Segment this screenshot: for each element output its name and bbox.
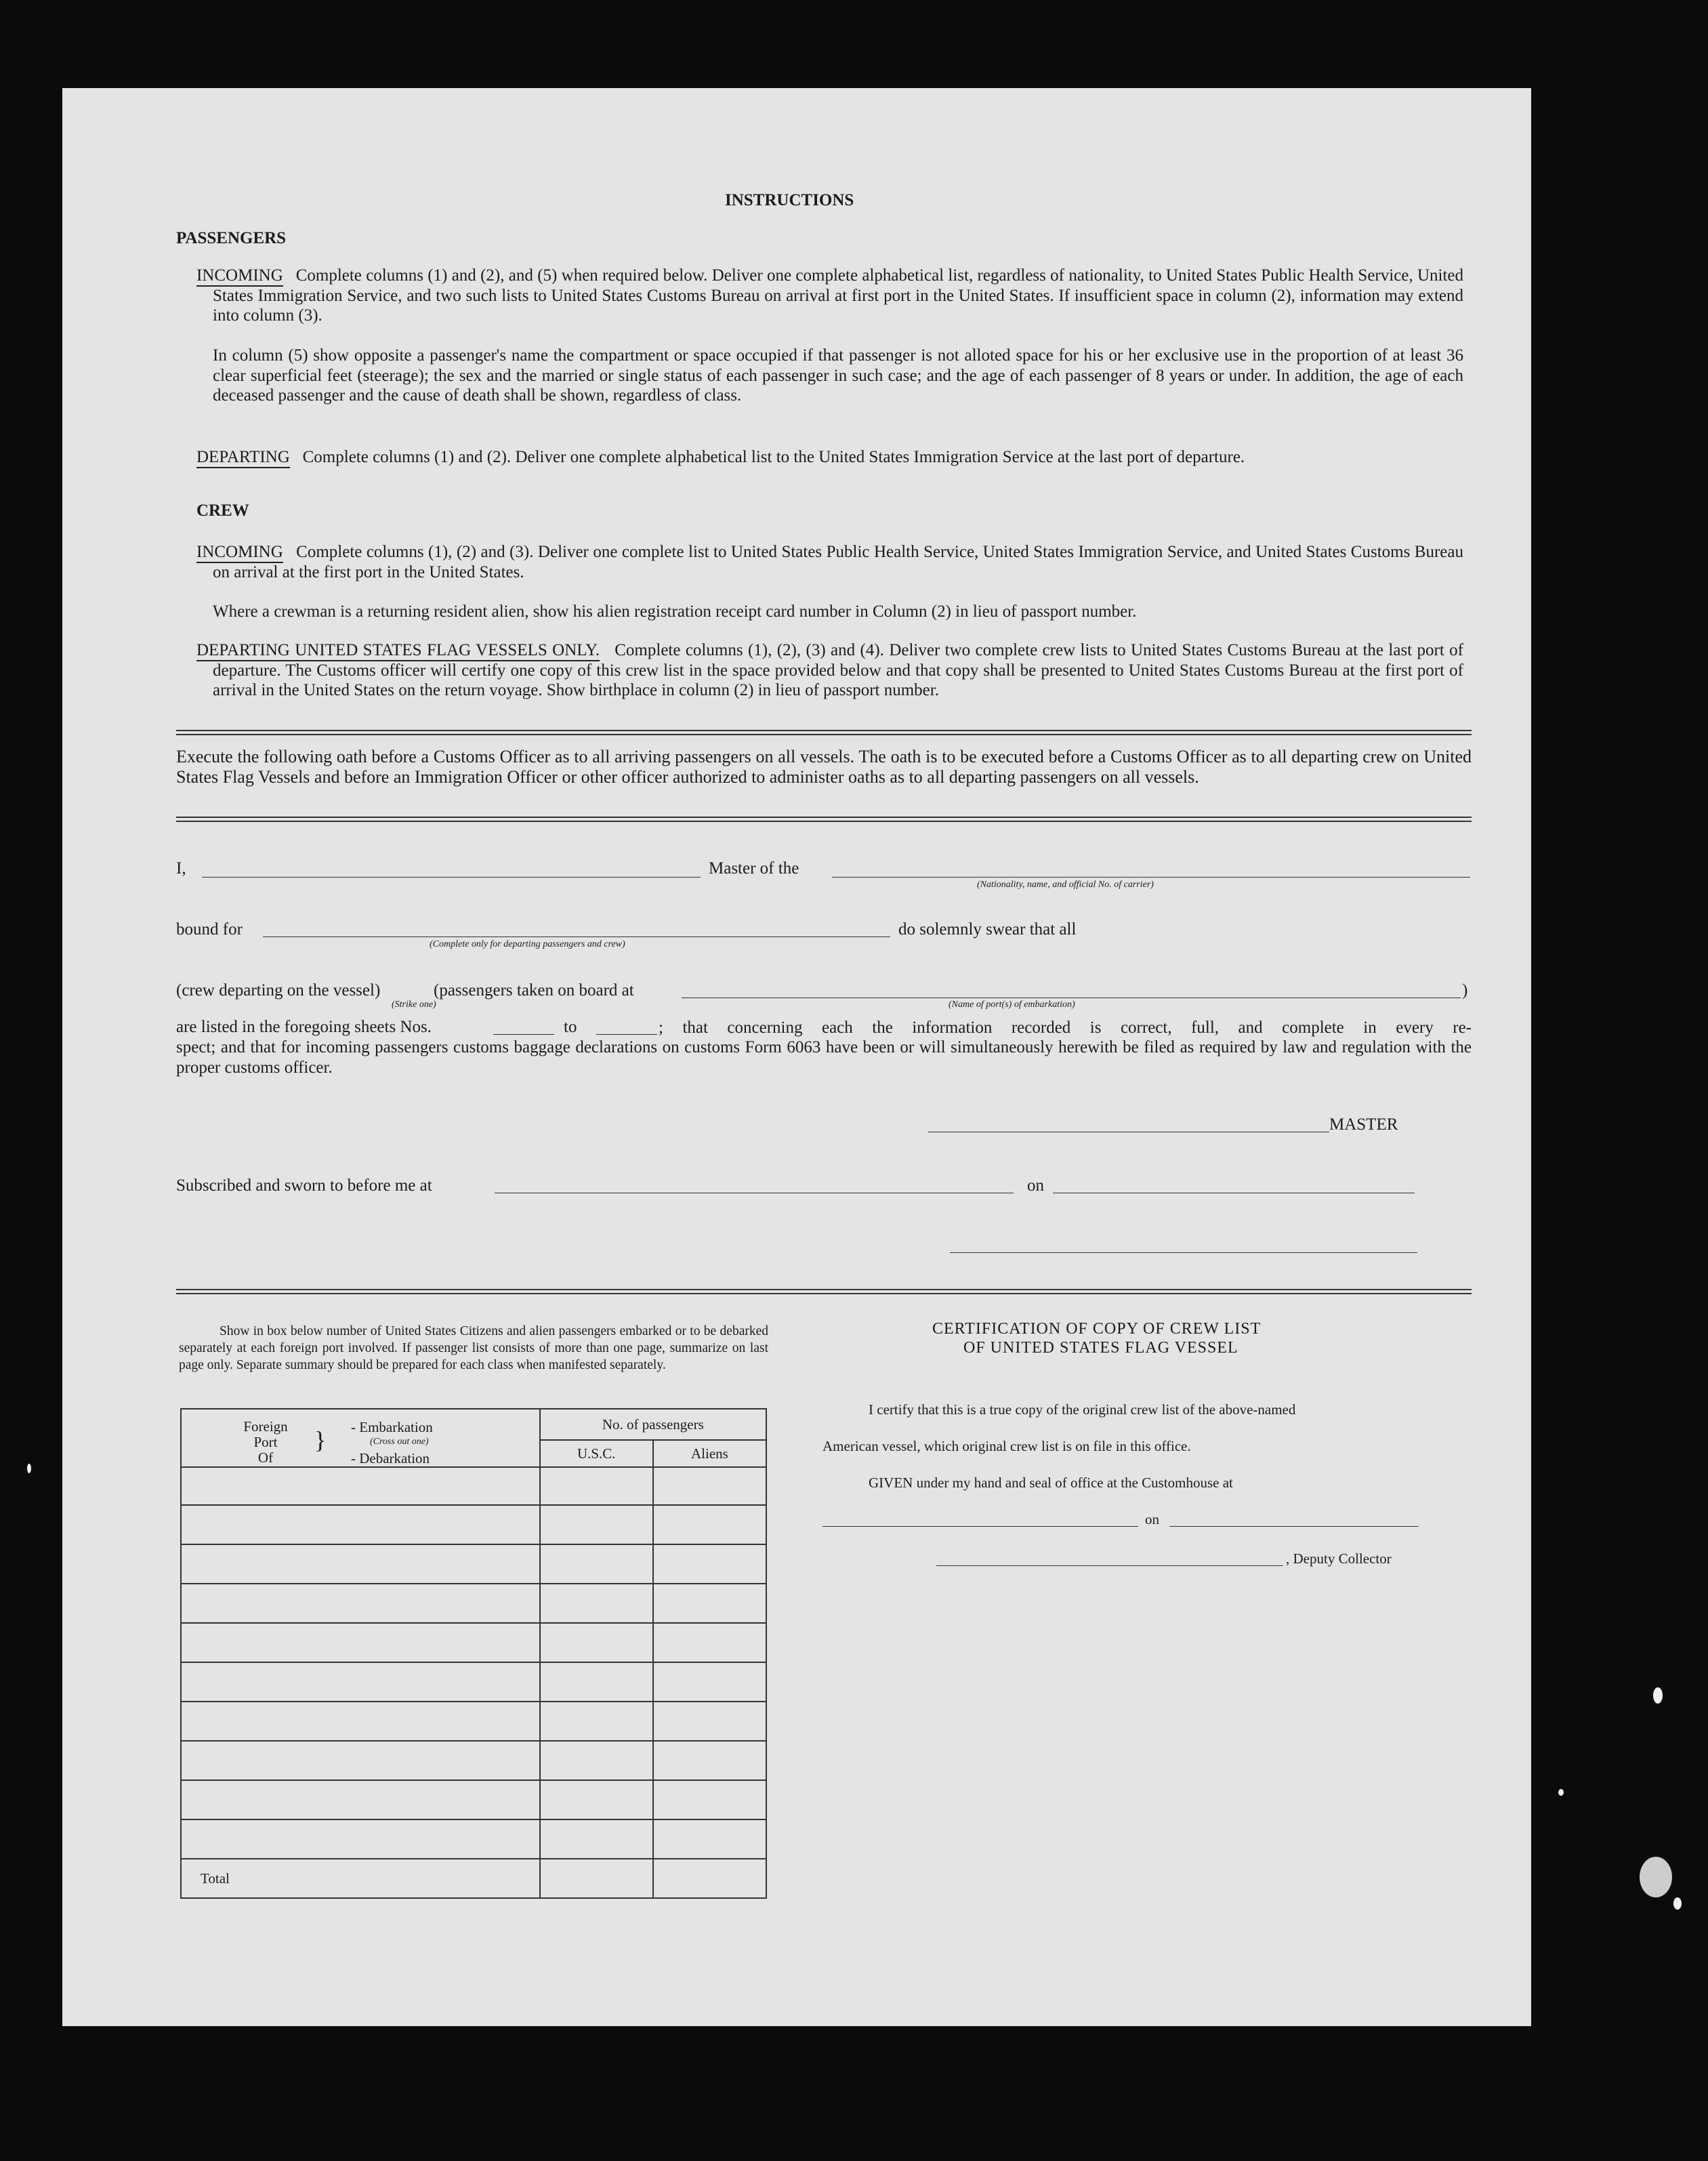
table-row [181,1467,766,1505]
crewman-paragraph: Where a crewman is a returning resident alien, show his alien registration receipt card number in Column (2) in lieu of passport number. [213,602,1137,621]
aliens-cell[interactable] [653,1584,766,1623]
table-row [181,1819,766,1859]
certify-line-1: I certify that this is a true copy of the original crew list of the above-named [869,1401,1296,1418]
master-of-the-label: Master of the [709,859,799,878]
aliens-cell[interactable] [653,1623,766,1662]
aliens-cell[interactable] [653,1702,766,1741]
usc-cell[interactable] [540,1623,653,1662]
port-cell[interactable] [181,1584,540,1623]
usc-cell[interactable] [540,1780,653,1819]
deputy-collector-label: , Deputy Collector [1286,1550,1392,1567]
crew-departing-text: Complete columns (1), (2), (3) and (4). Deliver two complete crew lists to United States Customs Bureau at the last port of departure. The Customs officer will certify one copy of this crew list in the space provided below and that copy shall be presented to United States Customs Bureau at the first port of arrival in the United States on the return voyage. Show birthplace in column (2) in lieu of passport number. [213,641,1463,699]
passengers-option: (passengers taken on board at [434,981,634,1000]
sheets-prefix: are listed in the foregoing sheets Nos. [176,1018,432,1036]
column5-paragraph: In column (5) show opposite a passenger's name the compartment or space occupied if that passenger is not alloted space for his or her exclusive use in the proportion of at least 36 clear superficial feet (steerage); the sex and the married or single status of each passenger in such case; and the age of each passenger of 8 years or under. In addition, the age of each deceased passenger and the cause of death shall be shown, regardless of class. [213,346,1463,405]
sheets-rest-2: spect; and that for incoming passengers customs baggage declarations on customs Form 6063 have been or will simultaneously herewith be filed as required by law and regulation with the proper customs officer. [176,1038,1472,1077]
total-row [181,1859,766,1898]
instructions-title: INSTRUCTIONS [725,191,854,209]
crew-heading: CREW [196,501,249,520]
table-row [181,1623,766,1662]
sheets-rest-1: ; that concerning each the information recorded is correct, full, and complete in every re- [659,1018,1472,1037]
passengers-incoming-text: Complete columns (1) and (2), and (5) when required below. Deliver one complete alphabetical list, regardless of nationality, to United States Public Health Service, United States Immigration Service, and two such lists to United States Customs Bureau on arrival at first port in the United States. If insufficient space in column (2), information may extend into column (3). [213,266,1463,325]
divider-1 [176,730,1472,735]
crew-incoming-label: INCOMING [196,543,283,563]
aliens-cell[interactable] [653,1467,766,1505]
crew-departing-label: DEPARTING UNITED STATES FLAG VESSELS ONLY. [196,641,600,661]
scan-speck [1653,1687,1663,1704]
subscribed-label: Subscribed and sworn to before me at [176,1176,432,1195]
carrier-hint: (Nationality, name, and official No. of carrier) [977,880,1154,890]
scan-speck [1558,1789,1564,1796]
certification-title-2: OF UNITED STATES FLAG VESSEL [963,1339,1238,1357]
swear-label: do solemnly swear that all [898,920,1077,939]
aliens-header: Aliens [653,1440,766,1467]
port-cell[interactable] [181,1544,540,1584]
summary-intro: Show in box below number of United States Citizens and alien passengers embarked or to be debarked separately at each foreign port involved. If passenger list consists of more than one page, summarize on last page only. Separate summary should be prepared for each class when manifested separately. [179,1324,768,1372]
passengers-incoming-label: INCOMING [196,266,283,287]
table-row [181,1544,766,1584]
table-row [181,1741,766,1780]
passengers-incoming-paragraph [196,266,1463,326]
debarkation-option[interactable]: - Debarkation [351,1450,430,1466]
usc-cell[interactable] [540,1505,653,1544]
table-row [181,1584,766,1623]
table-row [181,1702,766,1741]
no-of-passengers-header: No. of passengers [540,1409,766,1440]
table-row [181,1780,766,1819]
port-cell[interactable] [181,1702,540,1741]
usc-cell[interactable] [540,1741,653,1780]
port-cell[interactable] [181,1623,540,1662]
carrier-line[interactable] [832,877,1470,878]
certification-date-line[interactable] [1169,1526,1419,1527]
usc-cell[interactable] [540,1467,653,1505]
deputy-signature-line[interactable] [936,1565,1283,1566]
crew-incoming-paragraph [196,542,1463,582]
strike-hint: (Strike one) [392,1000,436,1010]
crew-departing-paragraph [196,640,1463,701]
scan-speck [27,1464,31,1473]
customhouse-place-line[interactable] [822,1526,1138,1527]
given-line: GIVEN under my hand and seal of office at the Customhouse at [869,1475,1233,1491]
port-embarkation-line[interactable] [682,997,1461,998]
foreign-label: Foreign [243,1418,288,1435]
aliens-total-cell[interactable] [653,1859,766,1898]
of-label: Of [257,1449,274,1466]
aliens-cell[interactable] [653,1505,766,1544]
usc-cell[interactable] [540,1819,653,1859]
usc-total-cell[interactable] [540,1859,653,1898]
usc-cell[interactable] [540,1662,653,1702]
foreign-port-of [238,1419,293,1466]
aliens-cell[interactable] [653,1819,766,1859]
aliens-cell[interactable] [653,1741,766,1780]
form-page [62,88,1531,2026]
usc-header: U.S.C. [540,1440,653,1467]
subscribed-on-label: on [1027,1176,1044,1195]
certify-line-2: American vessel, which original crew list is on file in this office. [822,1438,1191,1454]
oath-i-label: I, [176,859,186,878]
bound-for-hint: (Complete only for departing passengers and crew) [430,939,625,949]
master-label: MASTER [1329,1115,1398,1134]
passengers-departing-paragraph [196,447,1463,468]
passenger-summary-table [180,1408,767,1899]
port-cell[interactable] [181,1741,540,1780]
port-header-cell [181,1409,540,1467]
crew-departing-option: (crew departing on the vessel) [176,981,381,1000]
port-cell[interactable] [181,1780,540,1819]
port-cell[interactable] [181,1819,540,1859]
usc-cell[interactable] [540,1702,653,1741]
oath-intro: Execute the following oath before a Customs Officer as to all arriving passengers on all vessels. The oath is to be executed before a Customs Officer as to all departing crew on United States Flag Vessels and before an Immigration Officer or other officer authorized to administer oaths as to all departing passengers on all vessels. [176,747,1472,787]
usc-cell[interactable] [540,1544,653,1584]
passengers-departing-text: Complete columns (1) and (2). Deliver one complete alphabetical list to the United States Immigration Service at the last port of departure. [302,448,1245,466]
sheets-to: to [564,1018,577,1036]
total-label: Total [181,1859,540,1898]
cross-out-hint: (Cross out one) [370,1437,429,1447]
port-label: Port [253,1434,278,1450]
scan-speck [1640,1857,1672,1897]
port-hint: (Name of port(s) of embarkation) [949,1000,1075,1010]
crew-incoming-text: Complete columns (1), (2) and (3). Deliver one complete list to United States Public Health Service, United States Immigration Service, and United States Customs Bureau on arrival at the first port in the United States. [213,543,1463,581]
master-name-line[interactable] [202,877,701,878]
embarkation-option[interactable]: - Embarkation [351,1419,433,1435]
divider-2 [176,817,1472,822]
table-row [181,1505,766,1544]
port-cell[interactable] [181,1505,540,1544]
scan-speck [1673,1897,1682,1910]
passengers-heading: PASSENGERS [176,229,287,247]
table-row [181,1662,766,1702]
certification-on: on [1145,1511,1159,1527]
brace-symbol: } [314,1426,327,1454]
aliens-cell[interactable] [653,1662,766,1702]
aliens-cell[interactable] [653,1780,766,1819]
divider-3 [176,1289,1472,1294]
passengers-departing-label: DEPARTING [196,448,290,468]
usc-cell[interactable] [540,1584,653,1623]
port-cell[interactable] [181,1467,540,1505]
sheet-from-line[interactable] [493,1034,554,1035]
aliens-cell[interactable] [653,1544,766,1584]
port-cell[interactable] [181,1662,540,1702]
officer-signature-line[interactable] [950,1252,1417,1253]
sheet-to-line[interactable] [596,1034,657,1035]
close-paren: ) [1462,981,1468,1000]
certification-title-1: CERTIFICATION OF COPY OF CREW LIST [932,1320,1262,1338]
bound-for-label: bound for [176,920,243,939]
